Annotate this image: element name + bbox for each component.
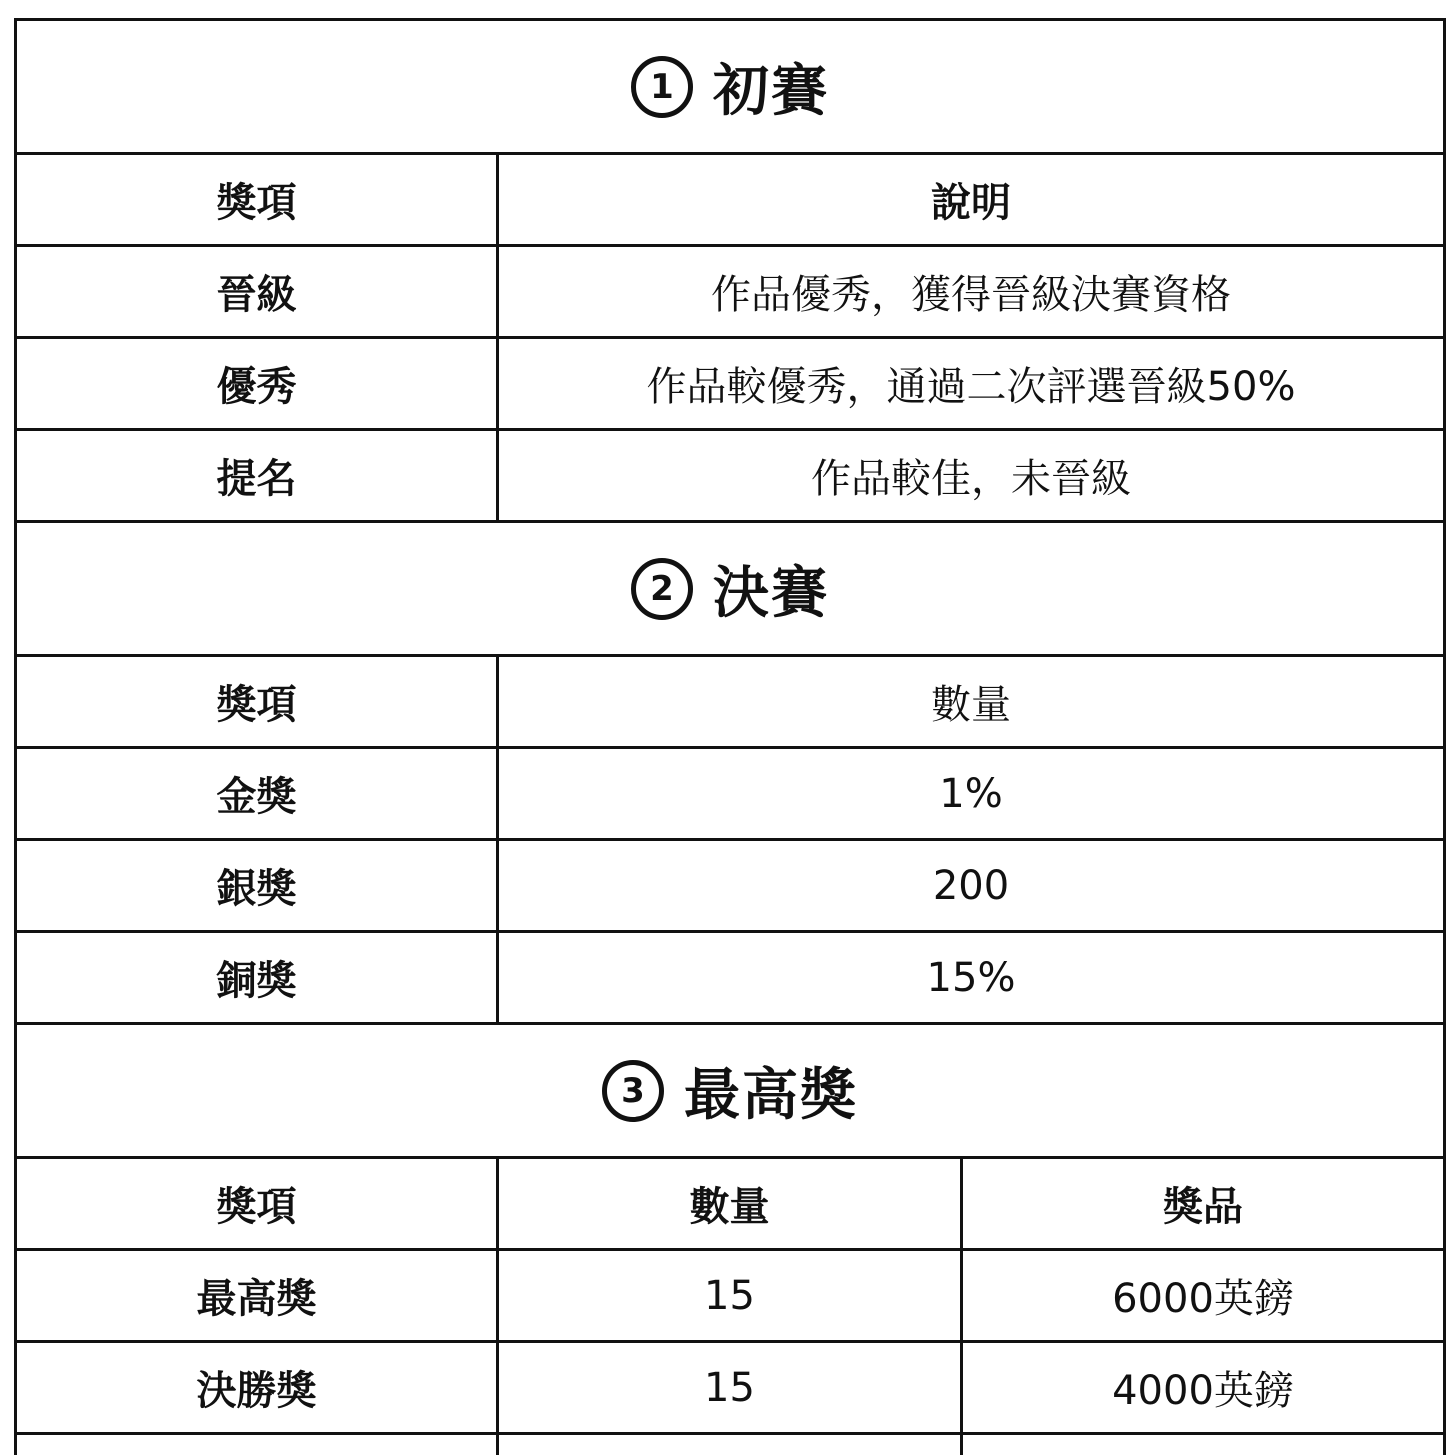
section-title-preliminary <box>17 21 1443 155</box>
award-name-cell: 晉級 <box>17 247 499 336</box>
quantity-cell: 15 <box>499 1343 963 1432</box>
table-row <box>17 749 1443 841</box>
table-row <box>17 1251 1443 1343</box>
award-table <box>14 18 1446 1455</box>
section-title-final <box>17 523 1443 657</box>
award-name-cell: 優秀 <box>17 339 499 428</box>
continuation-space <box>963 1435 1443 1455</box>
section-title-text: 最高獎 <box>684 1062 858 1128</box>
award-name-cell: 銅獎 <box>17 933 499 1022</box>
continuation-divider <box>499 1435 963 1455</box>
header-cell-quantity: 數量 <box>931 682 1011 728</box>
description-cell: 作品較佳，未晉級 <box>811 456 1131 502</box>
prize-cell: 6000英鎊 <box>1112 1276 1294 1322</box>
header-cell-description: 說明 <box>931 180 1011 226</box>
description-cell: 作品較優秀，通過二次評選晉級50% <box>646 364 1296 410</box>
quantity-cell: 15% <box>926 954 1016 1001</box>
award-name-cell: 決勝獎 <box>17 1343 499 1432</box>
award-name-cell: 銀獎 <box>17 841 499 930</box>
table-header-row <box>17 657 1443 749</box>
table-row <box>17 431 1443 523</box>
prize-cell: 4000英鎊 <box>1112 1368 1294 1414</box>
header-cell-award: 獎項 <box>17 1159 499 1248</box>
circled-number-2: 2 <box>631 558 693 620</box>
table-continuation <box>17 1435 1443 1455</box>
header-cell-quantity: 數量 <box>499 1159 963 1248</box>
table-row <box>17 339 1443 431</box>
award-name-cell: 最高獎 <box>17 1251 499 1340</box>
header-cell-prize: 獎品 <box>1163 1184 1243 1230</box>
quantity-cell: 1% <box>939 770 1003 817</box>
header-cell-award: 獎項 <box>17 657 499 746</box>
award-name-cell: 提名 <box>17 431 499 520</box>
award-name-cell: 金獎 <box>17 749 499 838</box>
table-row <box>17 841 1443 933</box>
table-row <box>17 1343 1443 1435</box>
section-title-text: 決賽 <box>713 560 829 626</box>
quantity-cell: 15 <box>499 1251 963 1340</box>
section-title-top-award <box>17 1025 1443 1159</box>
quantity-cell: 200 <box>932 862 1010 909</box>
circled-number-3: 3 <box>602 1060 664 1122</box>
header-cell-award: 獎項 <box>17 155 499 244</box>
continuation-divider <box>17 1435 499 1455</box>
section-title-text: 初賽 <box>713 58 829 124</box>
table-header-row <box>17 1159 1443 1251</box>
table-header-row <box>17 155 1443 247</box>
table-row <box>17 933 1443 1025</box>
circled-number-1: 1 <box>631 56 693 118</box>
table-row <box>17 247 1443 339</box>
description-cell: 作品優秀，獲得晉級決賽資格 <box>711 272 1231 318</box>
